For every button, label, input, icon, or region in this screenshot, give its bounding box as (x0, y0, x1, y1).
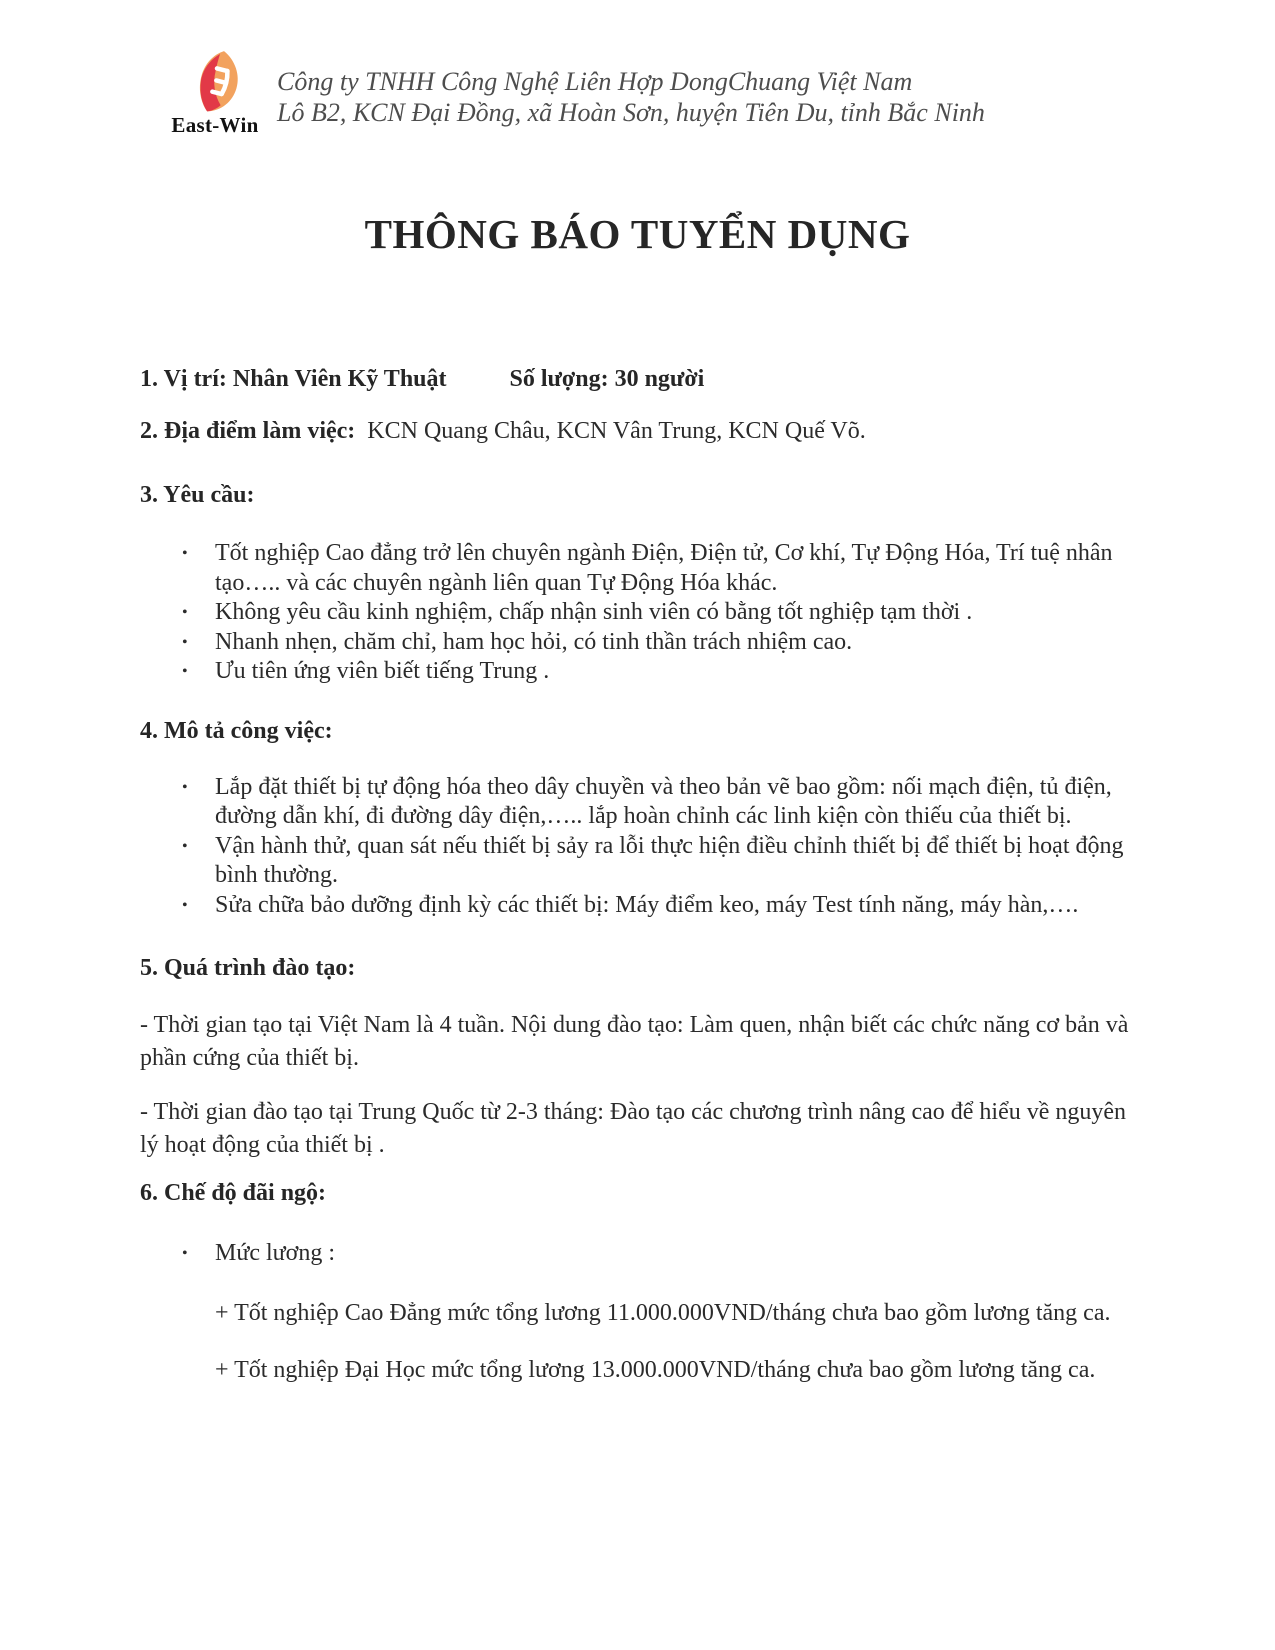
salary-line: + Tốt nghiệp Đại Học mức tổng lương 13.000.000VND/tháng chưa bao gồm lương tăng ca. (215, 1356, 1096, 1383)
job-description-list (140, 773, 1135, 921)
list-item (140, 598, 1135, 628)
list-item (140, 773, 1135, 832)
company-address-line: Lô B2, KCN Đại Đồng, xã Hoàn Sơn, huyện Tiên Du, tỉnh Bắc Ninh (277, 98, 985, 127)
section-job-description-heading: 4. Mô tả công việc: (140, 717, 333, 744)
job-task-text: Vận hành thử, quan sát nếu thiết bị sảy ra lỗi thực hiện điều chỉnh thiết bị để thiết bị hoạt động bình thường. (215, 832, 1124, 888)
list-item (140, 1239, 1135, 1269)
bullet-icon: • (182, 837, 188, 855)
requirement-text: Nhanh nhẹn, chăm chỉ, ham học hỏi, có tinh thần trách nhiệm cao. (215, 628, 853, 655)
section-benefits-heading: 6. Chế độ đãi ngộ: (140, 1180, 327, 1206)
requirement-text: Ưu tiên ứng viên biết tiếng Trung . (215, 658, 550, 684)
location-label: 2. Địa điểm làm việc: (140, 418, 356, 444)
page-title: THÔNG BÁO TUYỂN DỤNG (364, 211, 911, 257)
quantity-label: Số lượng: 30 người (509, 366, 705, 392)
requirement-text: Tốt nghiệp Cao đẳng trở lên chuyên ngành Điện, Điện tử, Cơ khí, Tự Động Hóa, Trí tuệ nhân tạo….. và các chuyên ngành liên quan Tự Động Hóa khác. (215, 540, 1113, 596)
bullet-icon: • (182, 663, 188, 680)
section-location (140, 415, 1135, 448)
salary-line: + Tốt nghiệp Cao Đẳng mức tổng lương 11.000.000VND/tháng chưa bao gồm lương tăng ca. (215, 1299, 1111, 1326)
requirements-list (140, 539, 1135, 687)
bullet-icon: • (182, 633, 188, 651)
list-item (140, 657, 1135, 687)
company-name-line: Công ty TNHH Công Nghệ Liên Hợp DongChuang Việt Nam (277, 67, 913, 96)
salary-label: Mức lương : (215, 1240, 336, 1266)
section-requirements-heading: 3. Yêu cầu: (140, 482, 255, 508)
position-label: 1. Vị trí: Nhân Viên Kỹ Thuật (140, 366, 447, 392)
company-info (277, 66, 985, 128)
requirement-text: Không yêu cầu kinh nghiệm, chấp nhận sinh viên có bằng tốt nghiệp tạm thời . (215, 599, 973, 625)
training-paragraph: - Thời gian tạo tại Việt Nam là 4 tuần. Nội dung đào tạo: Làm quen, nhận biết các chức năng cơ bản và phần cứng của thiết bị. (140, 1012, 1129, 1071)
job-task-text: Lắp đặt thiết bị tự động hóa theo dây chuyền và theo bản vẽ bao gồm: nối mạch điện, tủ điện, đường dẫn khí, đi đường dây điện,….. lắp hoàn chỉnh các linh kiện còn thiếu của thiết bị. (215, 773, 1112, 829)
list-item (140, 628, 1135, 658)
east-win-flame-icon (185, 50, 245, 112)
list-item (140, 539, 1135, 598)
benefits-list (140, 1239, 1135, 1269)
section-position (140, 363, 1135, 396)
brand-name: East-Win (171, 113, 259, 137)
list-item (140, 891, 1135, 921)
document-header (165, 50, 1135, 136)
job-task-text: Sửa chữa bảo dưỡng định kỳ các thiết bị: Máy điểm keo, máy Test tính năng, máy hàn,…. (215, 891, 1079, 918)
bullet-icon: • (182, 896, 188, 914)
company-logo-block (165, 50, 265, 136)
document-body (140, 363, 1135, 1387)
bullet-icon: • (182, 778, 188, 796)
location-value: KCN Quang Châu, KCN Vân Trung, KCN Quế Võ. (367, 418, 866, 444)
bullet-icon: • (182, 1245, 188, 1262)
bullet-icon: • (182, 604, 188, 621)
list-item (140, 832, 1135, 891)
bullet-icon: • (182, 545, 188, 562)
training-paragraph: - Thời gian đào tạo tại Trung Quốc từ 2-3 tháng: Đào tạo các chương trình nâng cao để hiểu về nguyên lý hoạt động của thiết bị . (140, 1099, 1127, 1158)
section-training-heading: 5. Quá trình đào tạo: (140, 955, 356, 981)
